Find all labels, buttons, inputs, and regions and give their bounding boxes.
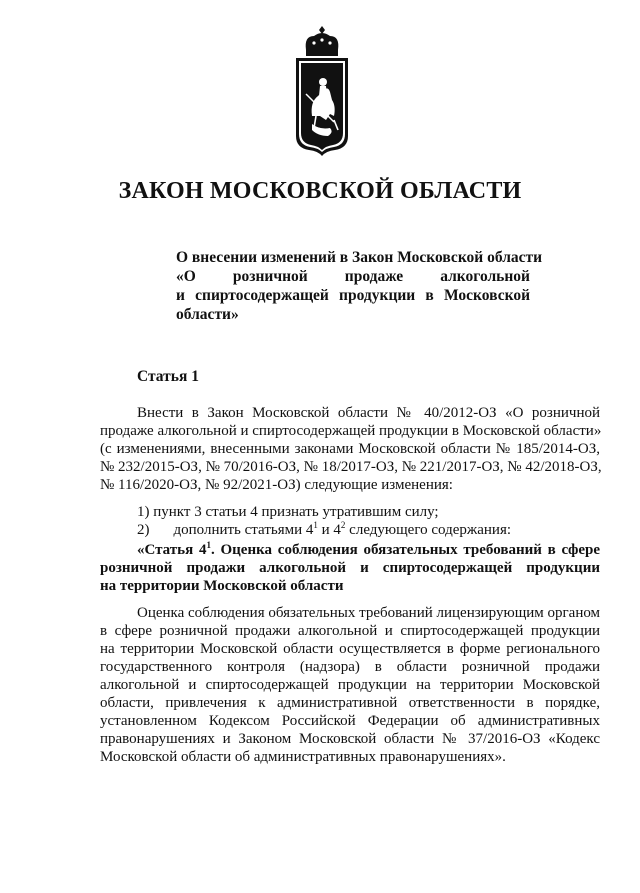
- amendment-item-2: [100, 521, 600, 539]
- article-4-1-heading-line: розничной продажи алкогольной и спиртосодержащей продукции: [100, 560, 600, 576]
- article-4-1-heading-rest: . Оценка соблюдения обязательных требований в сфере: [210, 542, 600, 558]
- superscript: 1: [313, 520, 318, 530]
- subject-line: и спиртосодержащей продукции в Московской: [176, 287, 530, 304]
- intro-line: (с изменениями, внесенными законами Московской области № 185/2014-ОЗ,: [100, 441, 600, 457]
- article-1-intro: [100, 404, 600, 494]
- article-4-1-body: [100, 604, 600, 766]
- article-4-1-heading-prefix: «Статья 4: [137, 542, 207, 558]
- subject-line: «О розничной продаже алкогольной: [176, 268, 530, 285]
- moscow-oblast-coat-of-arms-icon: [290, 24, 354, 170]
- intro-line: продаже алкогольной и спиртосодержащей продукции в Московской области»: [100, 423, 602, 439]
- body-line: области, привлечения к административной ответственности в порядке,: [100, 695, 600, 711]
- intro-line: Внести в Закон Московской области № 40/2012-ОЗ «О розничной: [137, 405, 600, 421]
- body-line: алкогольной и спиртосодержащей продукции на территории Московской: [100, 677, 600, 693]
- article-1-heading: Статья 1: [137, 368, 199, 385]
- subject-line: О внесении изменений в Закон Московской области: [176, 249, 543, 266]
- body-line: государственного контроля (надзора) в области розничной продажи: [100, 659, 600, 675]
- amendment-list: [100, 503, 600, 539]
- subject-line: области»: [176, 306, 239, 323]
- superscript: 1: [206, 540, 211, 550]
- amendment-item-1: 1) пункт 3 статьи 4 признать утратившим силу;: [137, 504, 439, 520]
- amendment-item-2-text: дополнить статьями 4: [173, 522, 314, 538]
- superscript: 2: [340, 520, 346, 530]
- intro-line: № 116/2020-ОЗ, № 92/2021-ОЗ) следующие изменения:: [100, 477, 453, 493]
- intro-line: № 232/2015-ОЗ, № 70/2016-ОЗ, № 18/2017-ОЗ, № 221/2017-ОЗ, № 42/2018-ОЗ,: [100, 459, 602, 475]
- body-line: в сфере розничной продажи алкогольной и спиртосодержащей продукции: [100, 623, 600, 639]
- body-line: Московской области об административных правонарушениях».: [100, 749, 506, 765]
- amendment-item-2-text: следующего содержания:: [345, 522, 512, 538]
- body-line: на территории Московской области осуществляется в форме регионального: [100, 641, 600, 657]
- body-line: установленном Кодексом Российской Федерации об административных: [100, 713, 600, 729]
- article-4-1-heading-line: на территории Московской области: [100, 578, 344, 594]
- body-line: Оценка соблюдения обязательных требований лицензирующим органом: [137, 605, 601, 621]
- article-4-1-heading-line: [100, 541, 600, 559]
- law-subject: [176, 248, 543, 324]
- law-title: ЗАКОН МОСКОВСКОЙ ОБЛАСТИ: [118, 178, 522, 204]
- body-line: правонарушениях и Законом Московской области № 37/2016-ОЗ «Кодекс: [100, 731, 600, 747]
- amendment-item-2-number: 2): [137, 522, 150, 538]
- article-4-1-heading: [100, 541, 600, 595]
- amendment-item-2-text: и 4: [317, 522, 341, 538]
